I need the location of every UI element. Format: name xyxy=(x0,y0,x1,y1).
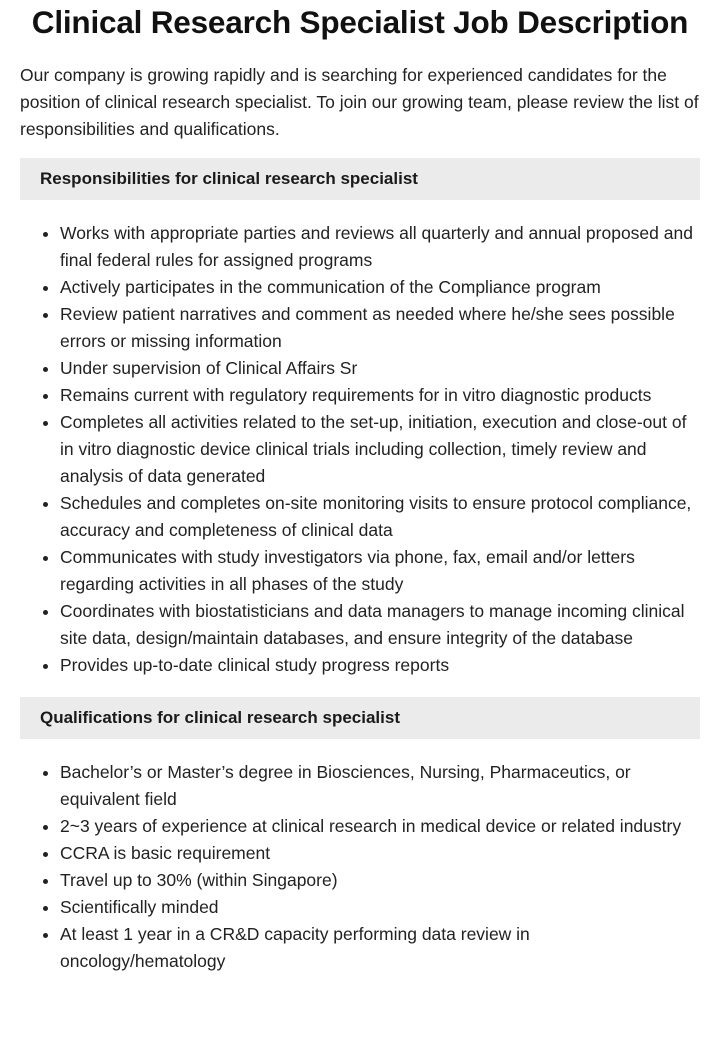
list-item: • Scientifically minded xyxy=(60,894,700,921)
page-title: Clinical Research Specialist Job Description xyxy=(31,4,689,40)
list-item: • Communicates with study investigators via phone, fax, email and/or letters regarding activities in all phases of the study xyxy=(60,544,700,598)
list-item: • Review patient narratives and comment as needed where he/she sees possible errors or missing information xyxy=(60,301,700,355)
intro-paragraph: Our company is growing rapidly and is searching for experienced candidates for the position of clinical research specialist. To join our growing team, please review the list of responsibilities and qualifications. xyxy=(20,65,699,139)
list-item: • Remains current with regulatory requirements for in vitro diagnostic products xyxy=(60,382,700,409)
responsibilities-list xyxy=(20,220,700,679)
list-item: • Completes all activities related to the set-up, initiation, execution and close-out of in vitro diagnostic device clinical trials including collection, timely review and analysis of data generated xyxy=(60,409,700,490)
list-item: • Actively participates in the communication of the Compliance program xyxy=(60,274,700,301)
qualifications-heading: Qualifications for clinical research specialist xyxy=(20,697,700,739)
list-item: • Schedules and completes on-site monitoring visits to ensure protocol compliance, accuracy and completeness of clinical data xyxy=(60,490,700,544)
list-item: • Bachelor’s or Master’s degree in Biosciences, Nursing, Pharmaceutics, or equivalent field xyxy=(60,759,700,813)
responsibilities-heading: Responsibilities for clinical research specialist xyxy=(20,158,700,200)
list-item: • Travel up to 30% (within Singapore) xyxy=(60,867,700,894)
qualifications-list xyxy=(20,759,700,975)
list-item: • Provides up-to-date clinical study progress reports xyxy=(60,652,700,679)
list-item: • Works with appropriate parties and reviews all quarterly and annual proposed and final federal rules for assigned programs xyxy=(60,220,700,274)
list-item: • 2~3 years of experience at clinical research in medical device or related industry xyxy=(60,813,700,840)
list-item: • CCRA is basic requirement xyxy=(60,840,700,867)
list-item: • At least 1 year in a CR&D capacity performing data review in oncology/hematology xyxy=(60,921,700,975)
list-item: • Under supervision of Clinical Affairs Sr xyxy=(60,355,700,382)
list-item: • Coordinates with biostatisticians and data managers to manage incoming clinical site data, design/maintain databases, and ensure integrity of the database xyxy=(60,598,700,652)
